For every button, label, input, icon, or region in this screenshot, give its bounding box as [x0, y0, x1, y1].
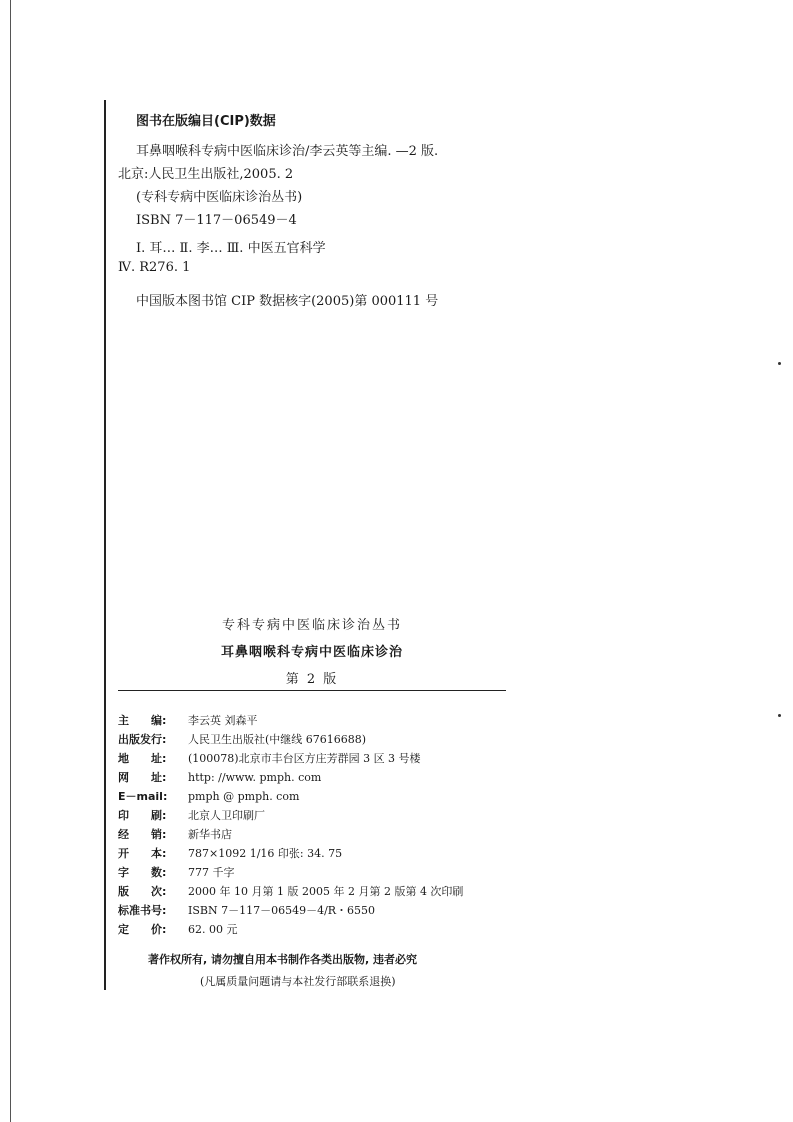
- imprint-row: [118, 826, 232, 842]
- imprint-row: [118, 845, 342, 861]
- edition-label: 第 2 版: [285, 672, 339, 687]
- imprint-value: 北京人卫印刷厂: [188, 809, 265, 822]
- scan-speck: [778, 714, 781, 717]
- cip-series-note: (专科专病中医临床诊治丛书): [136, 190, 303, 205]
- imprint-row: [118, 902, 375, 918]
- cip-main-entry: 耳鼻咽喉科专病中医临床诊治/李云英等主编. —2 版.: [136, 144, 439, 159]
- imprint-row: [118, 769, 321, 785]
- imprint-label: 字 数:: [118, 866, 167, 879]
- imprint-row: [118, 788, 299, 804]
- imprint-row: [118, 712, 258, 728]
- imprint-label: 出版发行:: [118, 733, 167, 746]
- cip-subject-entries: Ⅰ. 耳… Ⅱ. 李… Ⅲ. 中医五官科学: [136, 241, 326, 256]
- scan-speck: [778, 362, 781, 365]
- imprint-label: 网 址:: [118, 771, 167, 784]
- imprint-value: pmph @ pmph. com: [188, 790, 300, 803]
- return-notice: (凡属质量问题请与本社发行部联系退换): [200, 975, 396, 988]
- cip-publication: 北京:人民卫生出版社,2005. 2: [118, 167, 294, 182]
- cip-isbn: ISBN 7－117－06549－4: [136, 213, 297, 228]
- imprint-label: 经 销:: [118, 828, 167, 841]
- imprint-label: 印 刷:: [118, 809, 167, 822]
- imprint-label: 主 编:: [118, 714, 167, 727]
- imprint-value: 新华书店: [188, 828, 232, 841]
- imprint-value: (100078)北京市丰台区方庄芳群园 3 区 3 号楼: [188, 752, 421, 765]
- imprint-row: [118, 731, 366, 747]
- imprint-row: [118, 883, 463, 899]
- margin-rule: [104, 100, 106, 990]
- imprint-row: [118, 921, 237, 937]
- imprint-label: 标准书号:: [118, 904, 167, 917]
- imprint-value: 777 千字: [188, 866, 235, 879]
- imprint-value: 787×1092 1/16 印张: 34. 75: [188, 847, 343, 860]
- imprint-value: http: //www. pmph. com: [188, 771, 322, 784]
- copyright-notice: 著作权所有, 请勿擅自用本书制作各类出版物, 违者必究: [148, 953, 418, 966]
- cip-verification: 中国版本图书馆 CIP 数据核字(2005)第 000111 号: [136, 294, 439, 309]
- cip-classification: Ⅳ. R276. 1: [118, 260, 191, 275]
- series-name: 专科专病中医临床诊治丛书: [221, 618, 402, 633]
- imprint-row: [118, 750, 421, 766]
- imprint-label: E－mail:: [118, 790, 168, 803]
- imprint-value: ISBN 7－117－06549－4/R・6550: [188, 904, 376, 917]
- page-edge-line: [10, 0, 11, 1122]
- imprint-value: 2000 年 10 月第 1 版 2005 年 2 月第 2 版第 4 次印刷: [188, 885, 464, 898]
- imprint-row: [118, 864, 235, 880]
- imprint-value: 人民卫生出版社(中继线 67616688): [188, 733, 367, 746]
- imprint-label: 定 价:: [118, 923, 167, 936]
- separator-rule: [118, 690, 506, 691]
- imprint-value: 62. 00 元: [188, 923, 238, 936]
- book-title: 耳鼻咽喉科专病中医临床诊治: [220, 645, 403, 660]
- cip-heading: 图书在版编目(CIP)数据: [136, 114, 276, 129]
- colophon-title-block: [118, 614, 506, 687]
- imprint-label: 版 次:: [118, 885, 167, 898]
- imprint-row: [118, 807, 265, 823]
- imprint-value: 李云英 刘森平: [188, 714, 258, 727]
- imprint-label: 地 址:: [118, 752, 167, 765]
- imprint-label: 开 本:: [118, 847, 167, 860]
